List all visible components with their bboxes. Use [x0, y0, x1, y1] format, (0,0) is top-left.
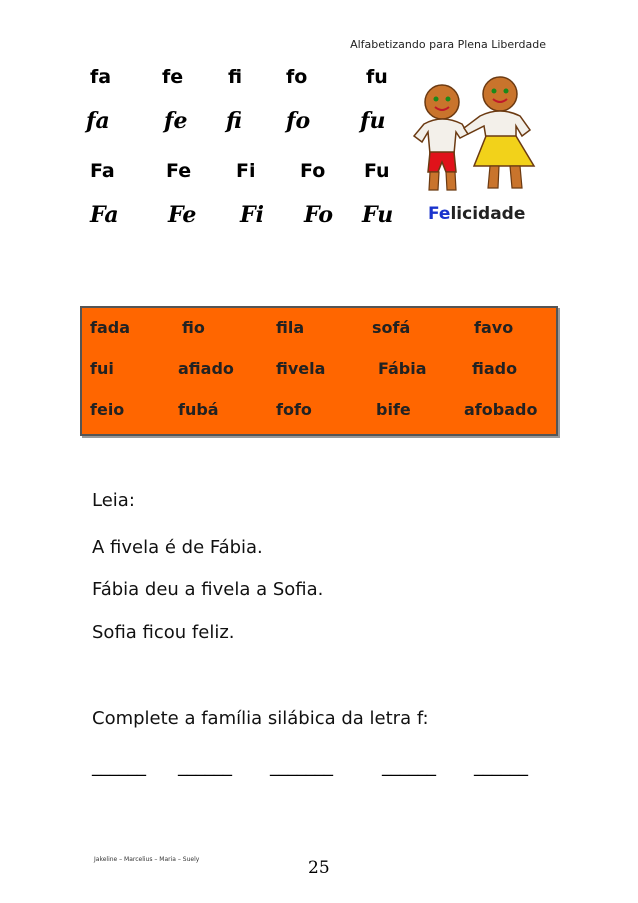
- syllable: fu: [366, 66, 388, 88]
- syllable: Fo: [300, 160, 326, 182]
- syllable: Fi: [240, 202, 264, 228]
- syllable: fo: [286, 108, 311, 134]
- syllable: Fi: [236, 160, 256, 182]
- table-cell: afiado: [178, 359, 234, 378]
- word-table: [80, 306, 558, 436]
- syllable: Fe: [168, 202, 197, 228]
- syllable: fa: [86, 108, 110, 134]
- syllable: fa: [90, 66, 112, 88]
- syllable: fu: [360, 108, 386, 134]
- syllable: Fa: [90, 160, 115, 182]
- blank-line[interactable]: _______: [270, 756, 333, 777]
- syllable: Fa: [90, 202, 119, 228]
- syllable: Fo: [304, 202, 334, 228]
- blank-line[interactable]: ______: [382, 756, 436, 777]
- page-number: 25: [308, 858, 330, 878]
- table-cell: fiado: [472, 359, 518, 378]
- table-cell: fubá: [178, 400, 219, 419]
- syllable: Fu: [362, 202, 394, 228]
- table-cell: Fábia: [378, 359, 427, 378]
- syllable: fi: [228, 66, 243, 88]
- blank-line[interactable]: ______: [178, 756, 232, 777]
- table-cell: favo: [474, 318, 514, 337]
- syllable: fe: [162, 66, 184, 88]
- table-cell: fui: [90, 359, 114, 378]
- blank-line[interactable]: ______: [474, 756, 528, 777]
- footer-authors: Jakeline – Marcelius – Maria – Suely: [94, 856, 200, 863]
- exercise-prompt: Complete a família silábica da letra f:: [92, 708, 429, 729]
- reading-line: A fivela é de Fábia.: [92, 537, 263, 558]
- table-cell: afobado: [464, 400, 538, 419]
- table-cell: fada: [90, 318, 131, 337]
- gingerbread-kids-illustration: [410, 72, 550, 202]
- table-cell: fila: [276, 318, 305, 337]
- table-cell: fio: [182, 318, 205, 337]
- reading-title: Leia:: [92, 490, 135, 511]
- syllable: Fe: [166, 160, 192, 182]
- table-cell: sofá: [372, 318, 411, 337]
- table-row: [82, 359, 556, 399]
- header-title: Alfabetizando para Plena Liberdade: [350, 38, 546, 51]
- blank-line[interactable]: ______: [92, 756, 146, 777]
- syllable: fo: [286, 66, 308, 88]
- felicidade-rest: licidade: [450, 204, 526, 224]
- syllable: fi: [226, 108, 242, 134]
- syllable: fe: [164, 108, 188, 134]
- gingerbread-boy-icon: [414, 85, 468, 190]
- table-cell: fivela: [276, 359, 326, 378]
- table-cell: fofo: [276, 400, 312, 419]
- reading-line: Fábia deu a fivela a Sofia.: [92, 579, 324, 600]
- table-row: [82, 318, 556, 358]
- felicidade-highlight: Fe: [428, 204, 451, 224]
- table-cell: feio: [90, 400, 125, 419]
- syllable: Fu: [364, 160, 390, 182]
- reading-line: Sofia ficou feliz.: [92, 622, 235, 643]
- gingerbread-girl-icon: [464, 77, 534, 188]
- table-row: [82, 400, 556, 440]
- felicidade-word: [428, 204, 525, 224]
- table-cell: bife: [376, 400, 411, 419]
